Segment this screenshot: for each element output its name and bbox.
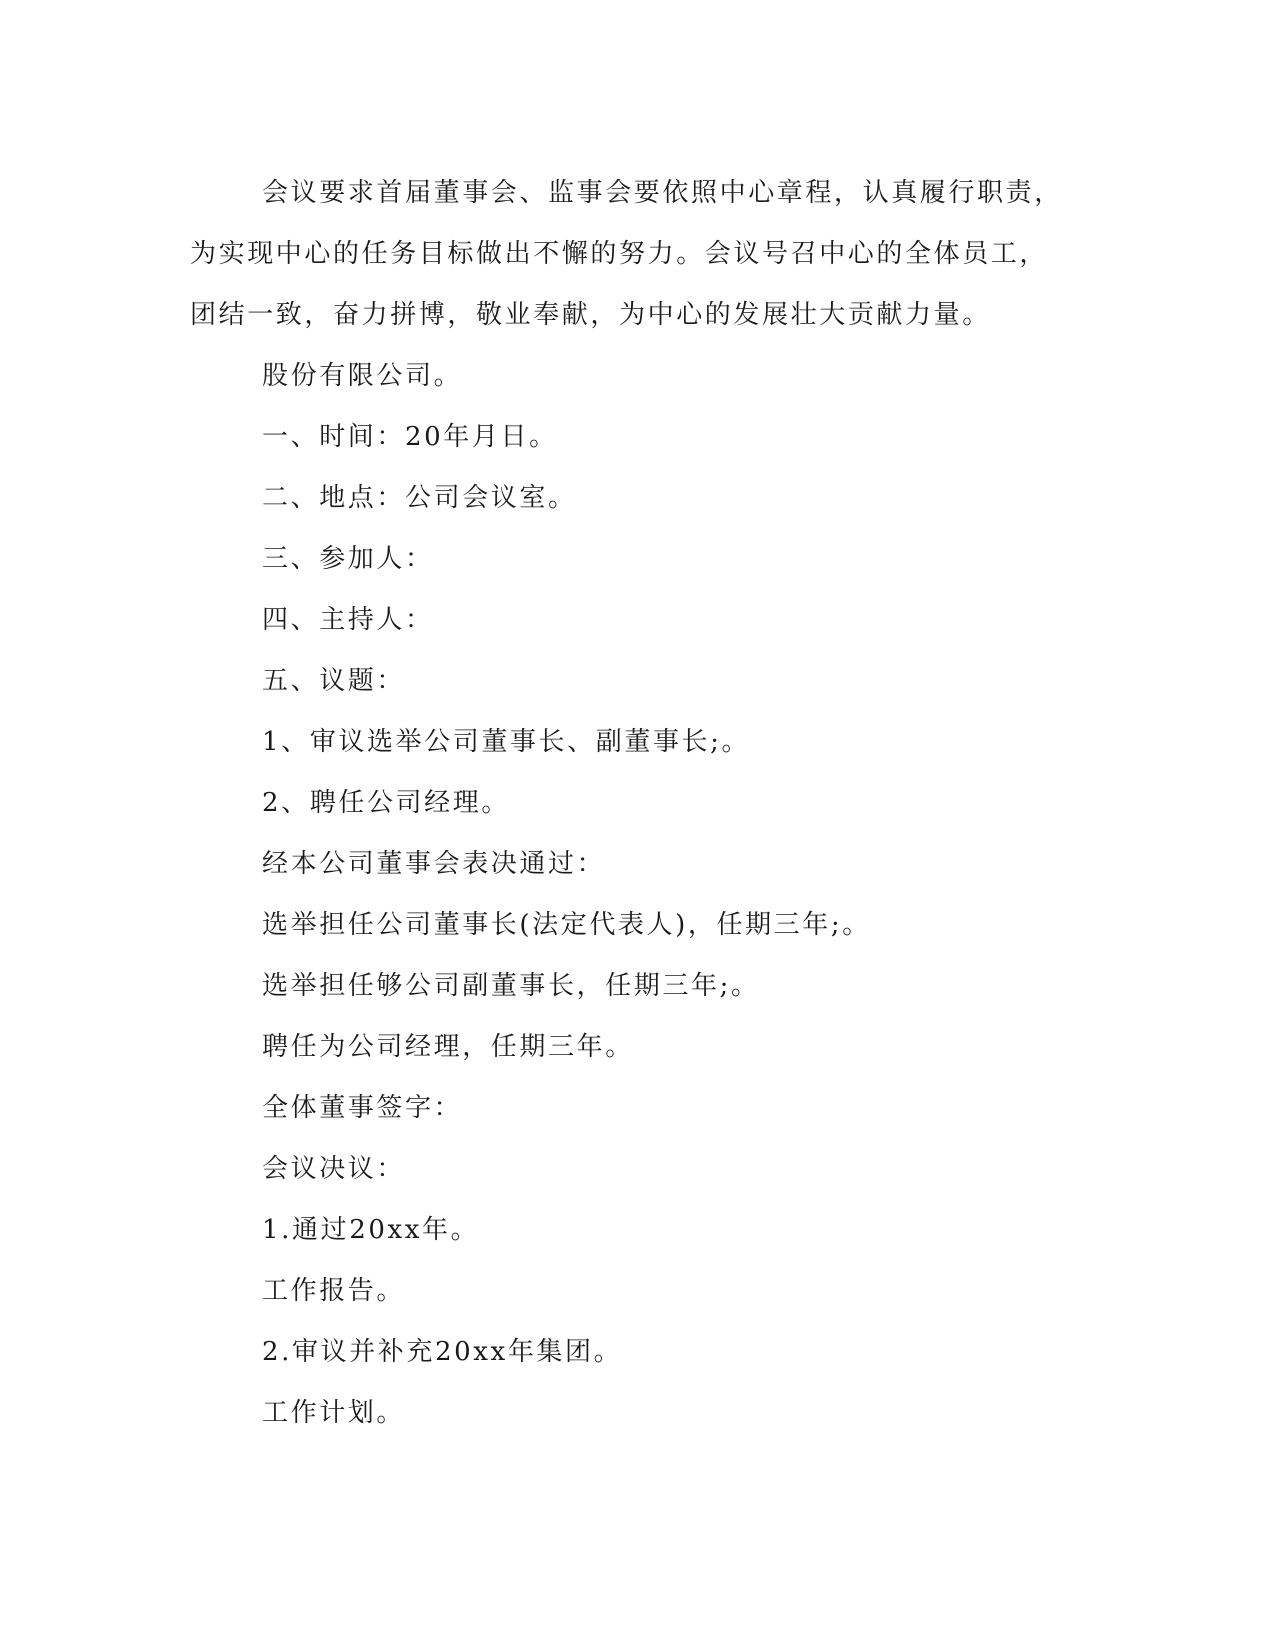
line-work-plan: 工作计划。 (262, 1398, 406, 1428)
line-work-report: 工作报告。 (262, 1276, 406, 1306)
agenda-item-1: 1、审议选举公司董事长、副董事长;。 (262, 727, 751, 757)
line-meeting-resolution: 会议决议： (262, 1154, 406, 1184)
line-resolution-intro: 经本公司董事会表决通过： (262, 849, 606, 879)
agenda-item-2: 2、聘任公司经理。 (262, 788, 510, 818)
line-host: 四、主持人： (262, 605, 434, 635)
intro-paragraph: 会议要求首届董事会、监事会要依照中心章程，认真履行职责，为实现中心的任务目标做出不懈的努力。会议号召中心的全体员工，团结一致，奋力拼博，敬业奉献，为中心的发展壮大贡献力量。 (190, 178, 1063, 330)
line-location: 二、地点：公司会议室。 (262, 483, 577, 513)
document-body (190, 163, 1070, 1444)
line-elect-vice-chairman: 选举担任够公司副董事长，任期三年;。 (262, 971, 760, 1001)
resolution-item-2: 2.审议并补充20xx年集团。 (262, 1337, 623, 1367)
line-appoint-manager: 聘任为公司经理，任期三年。 (262, 1032, 634, 1062)
line-company: 股份有限公司。 (262, 361, 463, 391)
line-director-signatures: 全体董事签字： (262, 1093, 463, 1123)
resolution-item-1: 1.通过20xx年。 (262, 1215, 480, 1245)
line-elect-chairman: 选举担任公司董事长(法定代表人)，任期三年;。 (262, 910, 871, 940)
line-attendees: 三、参加人： (262, 544, 434, 574)
line-agenda: 五、议题： (262, 666, 406, 696)
line-time: 一、时间：20年月日。 (262, 422, 558, 452)
